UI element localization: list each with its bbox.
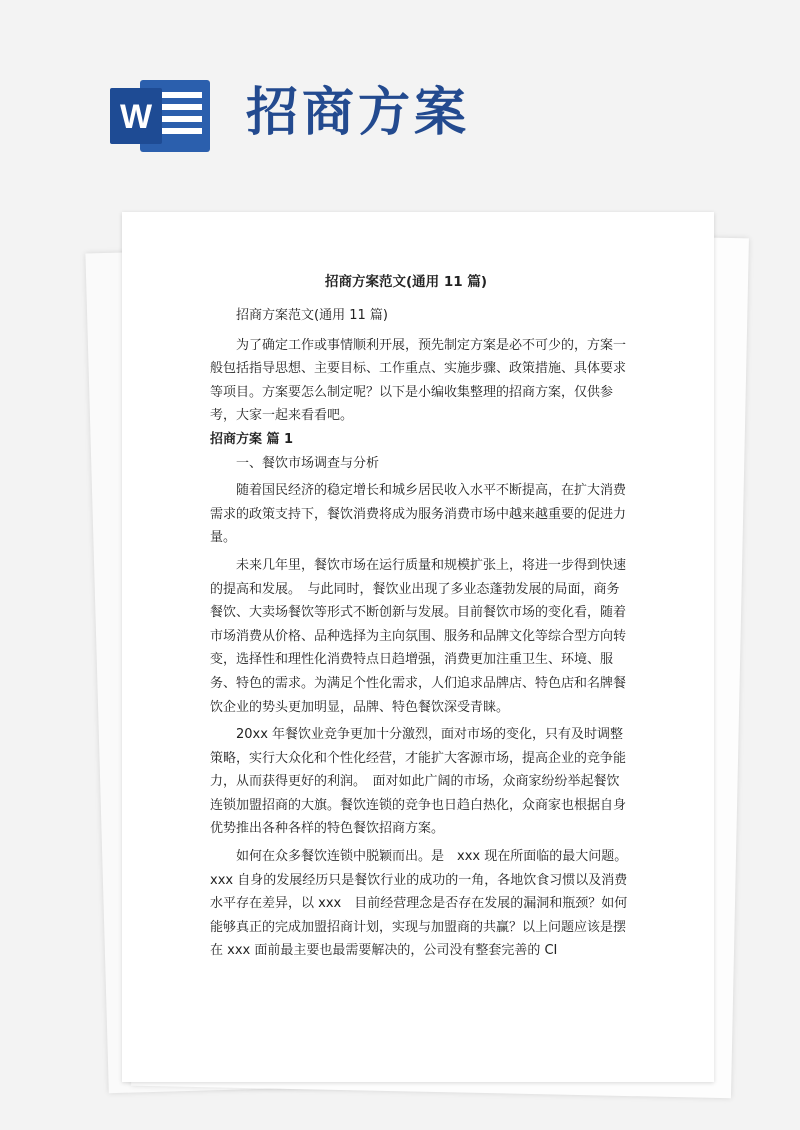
paragraph: 如何在众多餐饮连锁中脱颖而出。是 xxx 现在所面临的最大问题。xxx 自身的发展经历只是餐饮行业的成功的一角，各地饮食习惯以及消费水平存在差异，以 xxx 目前经营理念是否存在发展的漏洞和瓶颈？如何能够真正的完成加盟招商计划，实现与加盟商的共赢？以上问题应该是摆在 xxx 面前最主要也最需要解决的，公司没有整套完善的 CI [210, 849, 628, 959]
page-title: 招商方案 [246, 82, 471, 143]
paragraph: 20xx 年餐饮业竞争更加十分激烈，面对市场的变化，只有及时调整策略，实行大众化和个性化经营，才能扩大客源市场，提高企业的竞争能力，从而获得更好的利润。 面对如此广阔的市场，众商家纷纷举起餐饮连锁加盟招商的大旗。餐饮连锁的竞争也日趋白热化，众商家也根据自身优势推出各种各样的特色餐饮招商方案。 [210, 727, 627, 837]
document-body [210, 270, 630, 963]
document-title: 招商方案范文(通用 11 篇) [324, 274, 488, 290]
paragraph: 一、餐饮市场调查与分析 [236, 455, 380, 471]
svg-text:W: W [119, 98, 153, 136]
document-page [122, 212, 714, 1082]
header [110, 70, 710, 160]
word-icon [110, 76, 214, 156]
paragraph: 招商方案范文(通用 11 篇) [236, 308, 388, 323]
section-heading: 招商方案 篇 1 [210, 431, 294, 447]
paragraph: 为了确定工作或事情顺利开展，预先制定方案是必不可少的，方案一般包括指导思想、主要目标、工作重点、实施步骤、政策措施、具体要求等项目。方案要怎么制定呢？以下是小编收集整理的招商方案，仅供参考，大家一起来看看吧。 [210, 337, 627, 424]
paragraph: 随着国民经济的稳定增长和城乡居民收入水平不断提高，在扩大消费需求的政策支持下，餐饮消费将成为服务消费市场中越来越重要的促进力量。 [210, 483, 627, 546]
paragraph: 未来几年里，餐饮市场在运行质量和规模扩张上，将进一步得到快速的提高和发展。 与此同时，餐饮业出现了多业态蓬勃发展的局面，商务餐饮、大卖场餐饮等形式不断创新与发展。目前餐饮市场的变化看，随着市场消费从价格、品种选择为主向氛围、服务和品牌文化等综合型方向转变，选择性和理性化消费特点日趋增强，消费更加注重卫生、环境、服务、特色的需求。为满足个性化需求，人们追求品牌店、特色店和名牌餐饮企业的势头更加明显，品牌、特色餐饮深受青睐。 [210, 557, 627, 715]
